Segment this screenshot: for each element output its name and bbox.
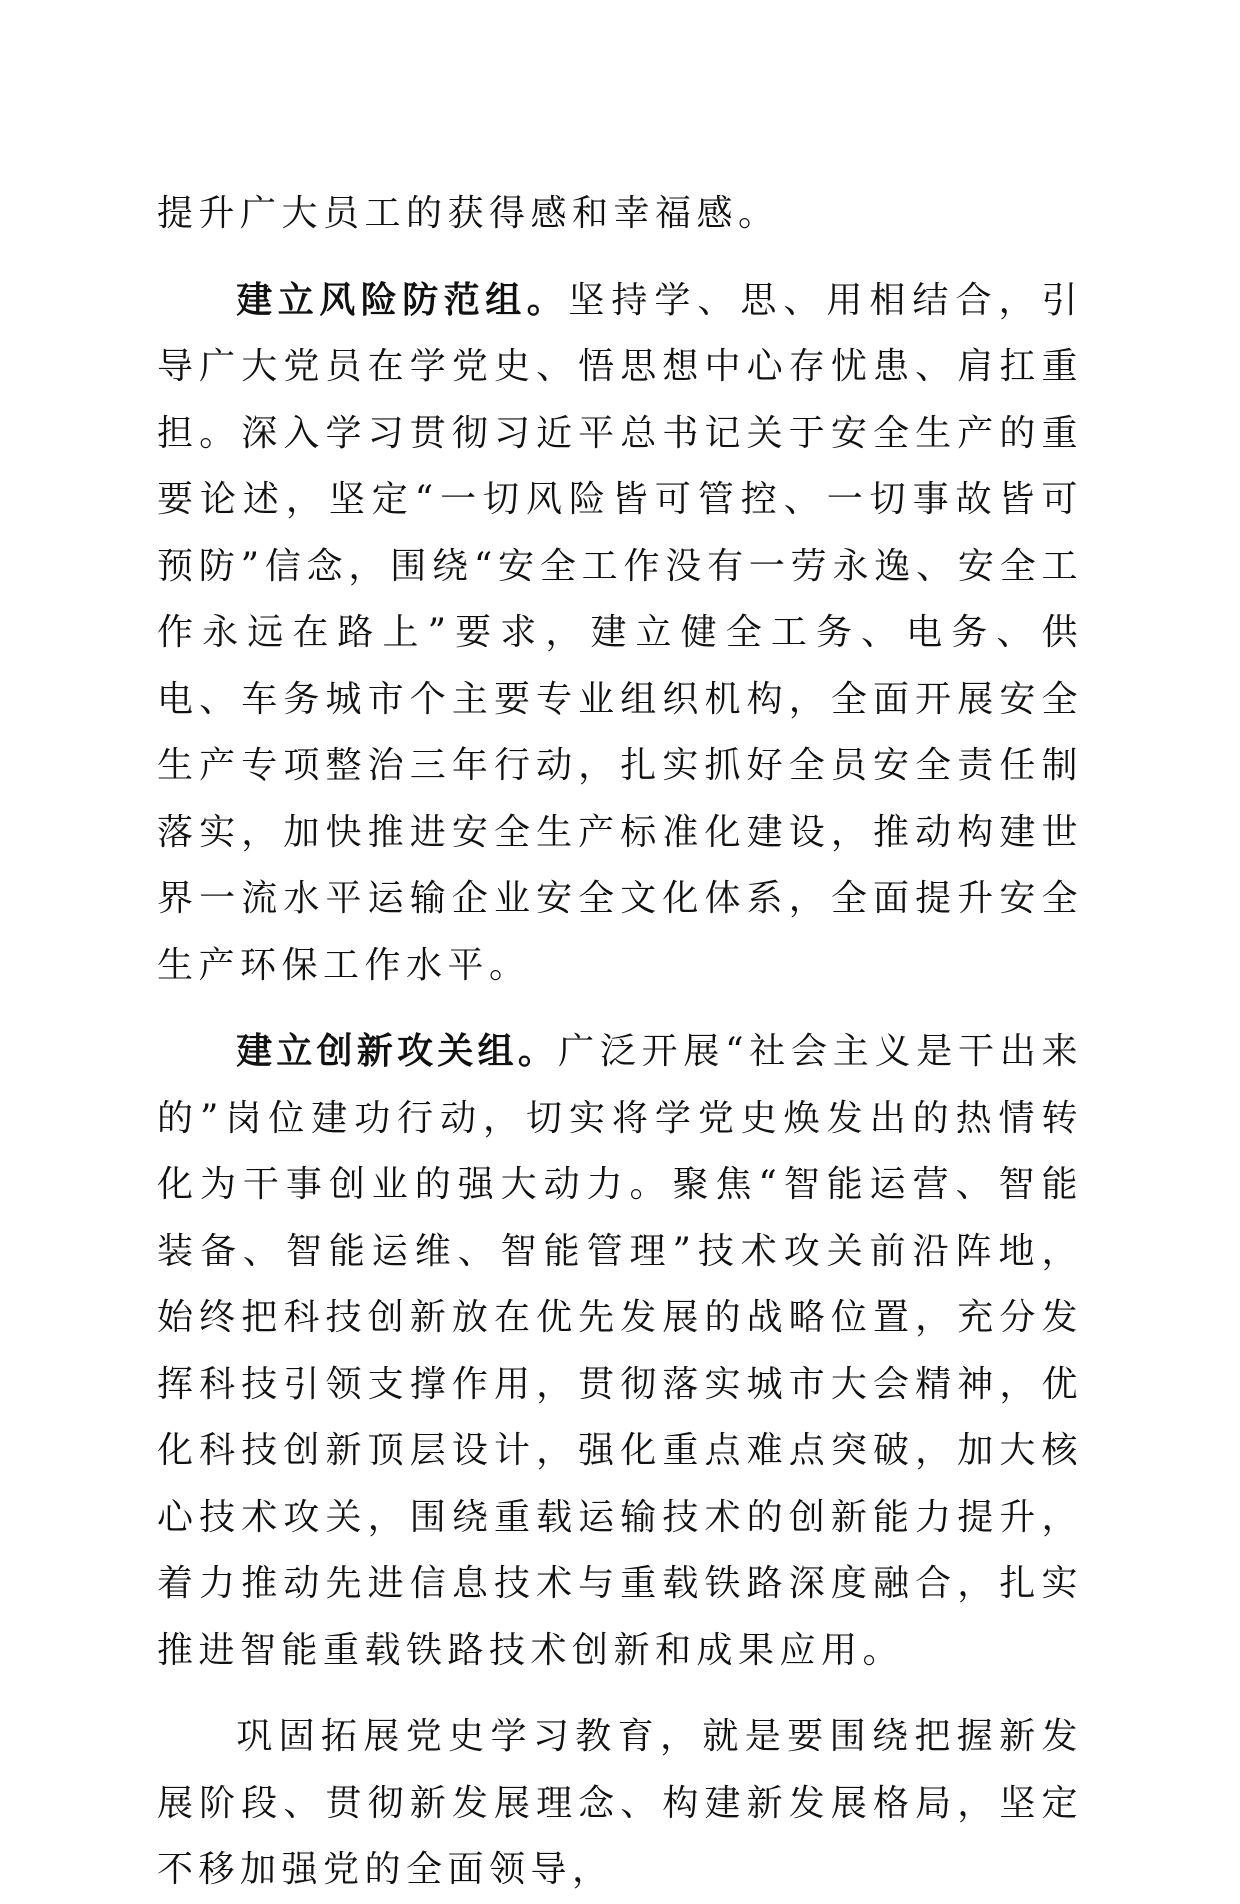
paragraph-continuation xyxy=(157,181,1083,248)
document-body xyxy=(157,181,1083,1904)
paragraph-party-history xyxy=(157,1704,1083,1904)
paragraph-text: 提升广大员工的获得感和幸福感。 xyxy=(157,193,780,234)
paragraph-innovation xyxy=(157,1019,1083,1684)
paragraph-heading: 建立风险防范组。 xyxy=(236,279,569,321)
paragraph-gap xyxy=(157,1684,1083,1704)
paragraph-text: 坚持学、思、用相结合，引导广大党员在学党史、悟思想中心存忧患、肩扛重担。深入学习贯彻习近平总书记关于安全生产的重要论述，坚定“一切风险皆可管控、一切事故皆可预防”信念，围绕“安全工作没有一劳永逸、安全工作永远在路上”要求，建立健全工务、电务、供电、车务城市个主要专业组织机构，全面开展安全生产专项整治三年行动，扎实抓好全员安全责任制落实，加快推进安全生产标准化建设，推动构建世界一流水平运输企业安全文化体系，全面提升安全生产环保工作水平。 xyxy=(157,279,1083,986)
paragraph-gap xyxy=(157,999,1083,1019)
paragraph-risk-prevention xyxy=(157,268,1083,1000)
paragraph-text: 巩固拓展党史学习教育，就是要围绕把握新发展阶段、贯彻新发展理念、构建新发展格局，坚定不移加强党的全面领导， xyxy=(157,1716,1083,1890)
paragraph-heading: 建立创新攻关组。 xyxy=(236,1031,559,1072)
paragraph-text: 广泛开展“社会主义是干出来的”岗位建功行动，切实将学党史焕发出的热情转化为干事创业的强大动力。聚焦“智能运营、智能装备、智能运维、智能管理”技术攻关前沿阵地，始终把科技创新放在优先发展的战略位置，充分发挥科技引领支撑作用，贯彻落实城市大会精神，优化科技创新顶层设计，强化重点难点突破，加大核心技术攻关，围绕重载运输技术的创新能力提升，着力推动先进信息技术与重载铁路深度融合，扎实推进智能重载铁路技术创新和成果应用。 xyxy=(157,1031,1083,1671)
paragraph-gap xyxy=(157,248,1083,268)
